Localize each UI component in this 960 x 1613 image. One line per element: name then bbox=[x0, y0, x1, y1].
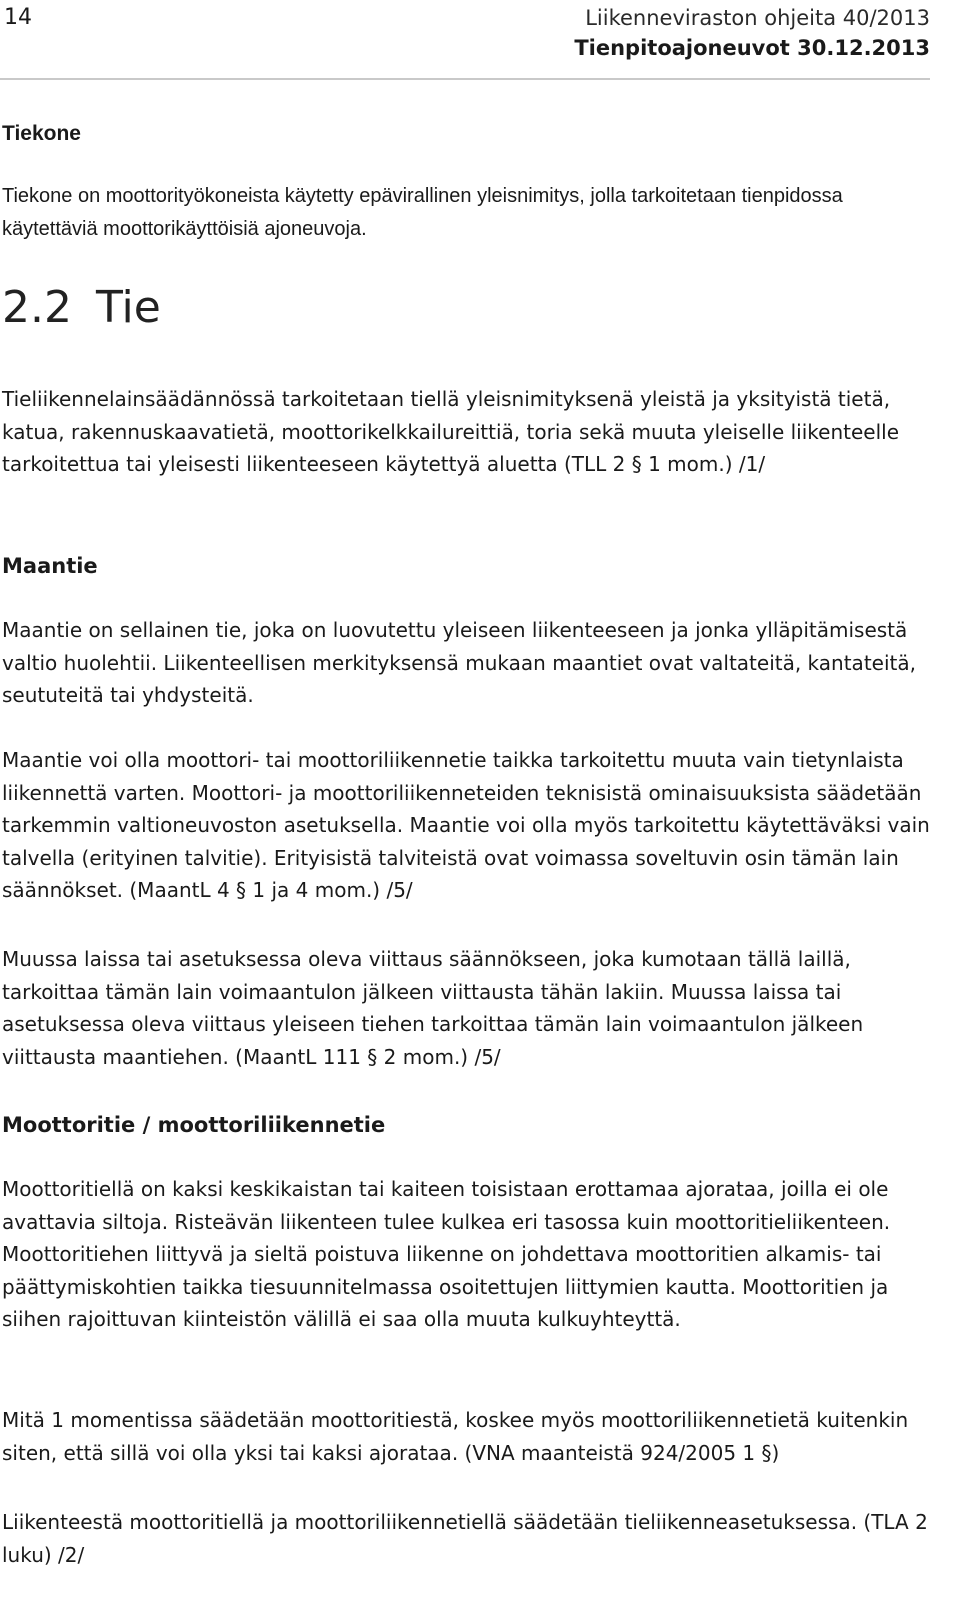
maantie-paragraph-1: Maantie on sellainen tie, joka on luovutettu yleiseen liikenteeseen ja jonka ylläpitämisestä valtio huolehtii. Liikenteellisen merkityksensä mukaan maantiet ovat valtateitä, kantateitä, seututeitä tai yhdysteitä. bbox=[2, 618, 916, 707]
tiekone-heading: Tiekone bbox=[2, 122, 81, 145]
tie-paragraph: Tieliikennelainsäädännössä tarkoitetaan tiellä yleisnimityksenä yleistä ja yksityistä tietä, katua, rakennuskaavatietä, moottorikelkkailureittiä, toria sekä muuta yleiselle liikenteelle tarkoitettua tai yleisesti liikenteeseen käytettyä aluetta (TLL 2 § 1 mom.) /1/ bbox=[2, 387, 899, 476]
publication-subtitle: Tienpitoajoneuvot 30.12.2013 bbox=[574, 36, 930, 60]
section-title: Tie bbox=[95, 282, 161, 333]
maantie-paragraph-3: Muussa laissa tai asetuksessa oleva viittaus säännökseen, joka kumotaan tällä laillä, tarkoittaa tämän lain voimaantulon jälkeen viittausta tähän lakiin. Muussa laissa tai asetuksessa oleva viittaus yleiseen tiehen tarkoittaa tämän lain voimaantulon jälkeen viittausta maantiehen. (MaantL 111 § 2 mom.) /5/ bbox=[2, 947, 864, 1069]
maantie-paragraph-2: Maantie voi olla moottori- tai moottoriliikennetie taikka tarkoitettu muuta vain tietynlaista liikennettä varten. Moottori- ja moottoriliikenneteiden teknisistä ominaisuuksista säädetään tarkemmin valtioneuvoston asetuksella. Maantie voi olla myös tarkoitettu käytettäväksi vain talvella (erityinen talvitie). Erityisistä talviteistä ovat voimassa soveltuvin osin tämän lain säännökset. (MaantL 4 § 1 ja 4 mom.) /5/ bbox=[2, 748, 930, 902]
page-header bbox=[0, 0, 960, 80]
maantie-heading: Maantie bbox=[2, 554, 98, 578]
tiekone-paragraph: Tiekone on moottorityökoneista käytetty epävirallinen yleisnimitys, jolla tarkoitetaan tienpidossa käytettäviä moottorikäyttöisiä ajoneuvoja. bbox=[2, 185, 843, 240]
moottoritie-paragraph-1: Moottoritiellä on kaksi keskikaistan tai kaiteen toisistaan erottamaa ajorataa, joilla ei ole avattavia siltoja. Risteävän liikenteen tulee kulkea eri tasossa kuin moottoritieliikenteen. Moottoritiehen liittyvä ja sieltä poistuva liikenne on johdettava moottoritien alkamis- tai päättymiskohtien taikka tiesuunnitelmassa osoitettujen liittymien kautta. Moottoritien ja siihen rajoittuvan kiinteistön välillä ei saa olla muuta kulkuyhteyttä. bbox=[2, 1177, 891, 1331]
moottoritie-paragraph-3: Liikenteestä moottoritiellä ja moottoriliikennetiellä säädetään tieliikenneasetuksessa. (TLA 2 luku) /2/ bbox=[2, 1510, 928, 1567]
publication-title: Liikenneviraston ohjeita 40/2013 bbox=[585, 6, 930, 30]
section-heading bbox=[2, 282, 937, 334]
header-divider bbox=[0, 78, 930, 80]
section-number: 2.2 bbox=[2, 282, 72, 333]
moottoritie-heading: Moottoritie / moottoriliikennetie bbox=[2, 1113, 386, 1137]
moottoritie-paragraph-2: Mitä 1 momentissa säädetään moottoritiestä, koskee myös moottoriliikennetietä kuitenkin siten, että sillä voi olla yksi tai kaksi ajorataa. (VNA maanteistä 924/2005 1 §) bbox=[2, 1408, 909, 1465]
page-number: 14 bbox=[4, 5, 32, 30]
